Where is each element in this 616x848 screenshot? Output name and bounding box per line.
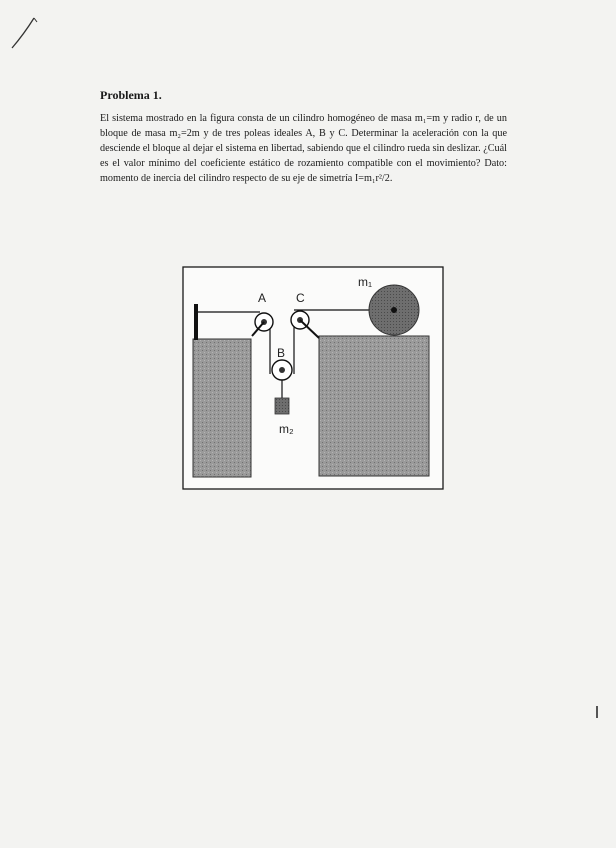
label-mass-1: m₁ [358,275,373,289]
scan-speck [596,706,598,718]
problem-title: Problema 1. [100,88,162,102]
label-mass-2: m₂ [279,422,294,436]
cylinder-m1 [369,285,419,335]
pulley-system-figure [182,266,444,490]
wall-anchor [194,304,198,340]
label-pulley-b: B [277,346,286,360]
problem-statement: El sistema mostrado en la figura consta de un cilindro homogéneo de masa m₁=m y radio r, de un bloque de masa m₂=2m y de tres poleas ideales A, B y C. Determinar la aceleración con la que desciende el bloque al dejar el sistema en libertad, sabiendo que el cilindro rueda sin deslizar. ¿Cuál es el valor mínimo del coeficiente estático de rozamiento compatible con el movimiento? Dato: momento de inercia del cilindro respecto de su eje de simetría I=m₁r²/2. [100,113,507,184]
left-support-block [193,339,251,477]
right-table-block [319,336,429,476]
pen-scratch-mark [4,14,44,54]
label-pulley-c: C [296,291,305,305]
label-pulley-a: A [258,291,267,305]
hanging-block-m2 [275,398,289,414]
pulley-b [272,360,292,380]
